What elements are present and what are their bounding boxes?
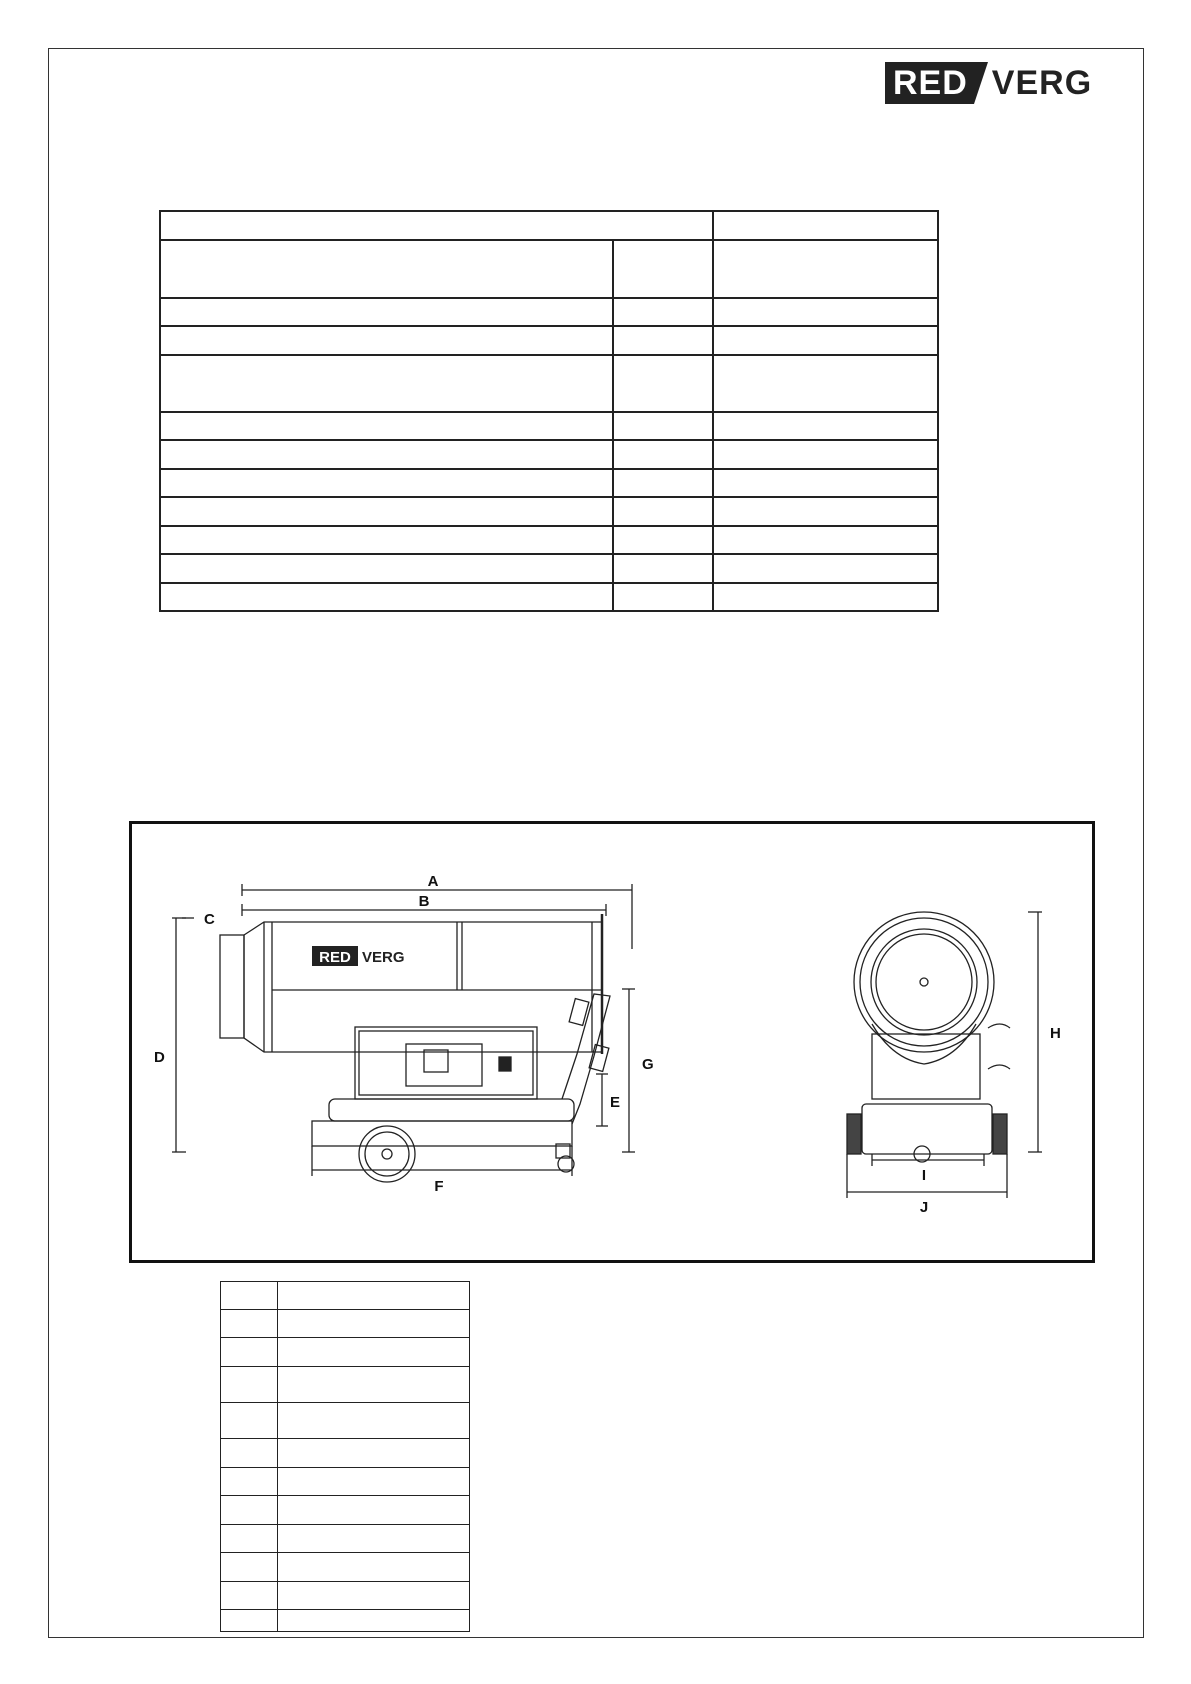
spec-cell	[713, 497, 938, 526]
dims-cell	[221, 1468, 278, 1496]
spec-cell	[160, 469, 613, 497]
dim-label-g: G	[642, 1056, 654, 1073]
spec-cell	[160, 326, 613, 355]
spec-cell	[613, 526, 713, 554]
spec-cell	[160, 298, 613, 326]
spec-cell	[613, 583, 713, 611]
spec-row	[160, 298, 938, 326]
spec-cell	[713, 355, 938, 412]
dims-cell	[221, 1525, 278, 1553]
spec-cell	[160, 355, 613, 412]
dims-row	[221, 1439, 470, 1468]
dims-cell	[221, 1310, 278, 1338]
dims-row	[221, 1403, 470, 1439]
dim-f-line	[312, 1146, 572, 1176]
spec-row	[160, 240, 938, 298]
heater-drawing-svg	[132, 824, 1098, 1266]
control-box	[355, 1027, 537, 1099]
dims-cell	[221, 1403, 278, 1439]
machine-logo-red: RED	[319, 949, 351, 966]
dims-cell	[278, 1310, 470, 1338]
dims-cell	[221, 1367, 278, 1403]
dim-label-d: D	[154, 1049, 165, 1066]
brand-logo-red: RED	[885, 62, 974, 104]
dim-label-h: H	[1050, 1025, 1061, 1042]
spec-cell	[160, 240, 613, 298]
dims-cell	[278, 1403, 470, 1439]
dims-cell	[221, 1553, 278, 1582]
dim-i-line	[872, 1154, 984, 1166]
front-view-barrel	[854, 912, 994, 1064]
spec-row	[160, 355, 938, 412]
spec-cell	[160, 583, 613, 611]
spec-cell	[713, 554, 938, 583]
dim-a-line	[242, 884, 632, 949]
dims-cell	[278, 1338, 470, 1367]
brand-logo-verg: VERG	[991, 64, 1093, 102]
spec-cell	[613, 469, 713, 497]
dims-cell	[221, 1496, 278, 1525]
spec-cell	[713, 440, 938, 469]
dims-cell	[278, 1496, 470, 1525]
dim-label-c: C	[204, 911, 215, 928]
heater-caster	[556, 1144, 574, 1172]
dimension-drawing	[129, 821, 1095, 1263]
spec-row	[160, 583, 938, 611]
spec-cell	[613, 355, 713, 412]
dims-cell	[278, 1610, 470, 1632]
spec-cell	[713, 526, 938, 554]
machine-logo-verg: VERG	[362, 949, 405, 966]
dims-cell	[221, 1582, 278, 1610]
dimension-table	[220, 1281, 470, 1632]
dims-cell	[278, 1439, 470, 1468]
spec-cell	[160, 497, 613, 526]
spec-header-cell	[160, 211, 713, 240]
dims-cell	[221, 1282, 278, 1310]
dim-e-line	[596, 1074, 608, 1126]
spec-row	[160, 497, 938, 526]
heater-wheel	[359, 1126, 415, 1182]
dims-row	[221, 1338, 470, 1367]
spec-cell	[713, 469, 938, 497]
spec-cell	[613, 298, 713, 326]
dims-row	[221, 1496, 470, 1525]
dims-row	[221, 1610, 470, 1632]
spec-row	[160, 326, 938, 355]
spec-cell	[160, 440, 613, 469]
specification-table	[159, 210, 939, 612]
dim-label-b: B	[418, 893, 430, 910]
dim-label-a: A	[427, 873, 439, 890]
spec-cell	[713, 240, 938, 298]
dims-cell	[278, 1468, 470, 1496]
heater-barrel	[220, 914, 602, 1054]
spec-cell	[713, 298, 938, 326]
spec-cell	[613, 326, 713, 355]
spec-cell	[613, 440, 713, 469]
dim-label-f: F	[434, 1178, 444, 1195]
dims-cell	[278, 1553, 470, 1582]
front-view-body	[847, 1024, 1010, 1162]
dim-label-i: I	[921, 1167, 927, 1184]
spec-row	[160, 554, 938, 583]
spec-cell	[613, 554, 713, 583]
dims-cell	[278, 1282, 470, 1310]
spec-cell	[160, 412, 613, 440]
spec-row	[160, 526, 938, 554]
dims-cell	[278, 1525, 470, 1553]
spec-cell	[613, 240, 713, 298]
dim-h-line	[1028, 912, 1042, 1152]
dims-row	[221, 1367, 470, 1403]
dims-row	[221, 1468, 470, 1496]
spec-cell	[160, 526, 613, 554]
spec-row	[160, 412, 938, 440]
dim-label-j: J	[919, 1199, 929, 1216]
spec-cell	[160, 554, 613, 583]
spec-header-cell	[713, 211, 938, 240]
spec-cell	[613, 412, 713, 440]
dims-cell	[221, 1338, 278, 1367]
dim-label-e: E	[610, 1094, 621, 1111]
spec-cell	[613, 497, 713, 526]
spec-cell	[713, 326, 938, 355]
dims-cell	[278, 1582, 470, 1610]
spec-cell	[713, 412, 938, 440]
brand-logo	[885, 62, 1092, 104]
dims-row	[221, 1525, 470, 1553]
heater-frame	[312, 994, 610, 1146]
dim-d-line	[172, 918, 186, 1152]
dims-cell	[221, 1439, 278, 1468]
dims-row	[221, 1282, 470, 1310]
spec-header-row	[160, 211, 938, 240]
spec-row	[160, 440, 938, 469]
dims-row	[221, 1582, 470, 1610]
spec-row	[160, 469, 938, 497]
spec-cell	[713, 583, 938, 611]
dims-row	[221, 1310, 470, 1338]
dims-row	[221, 1553, 470, 1582]
dims-cell	[278, 1367, 470, 1403]
dim-g-line	[622, 989, 635, 1152]
dims-cell	[221, 1610, 278, 1632]
